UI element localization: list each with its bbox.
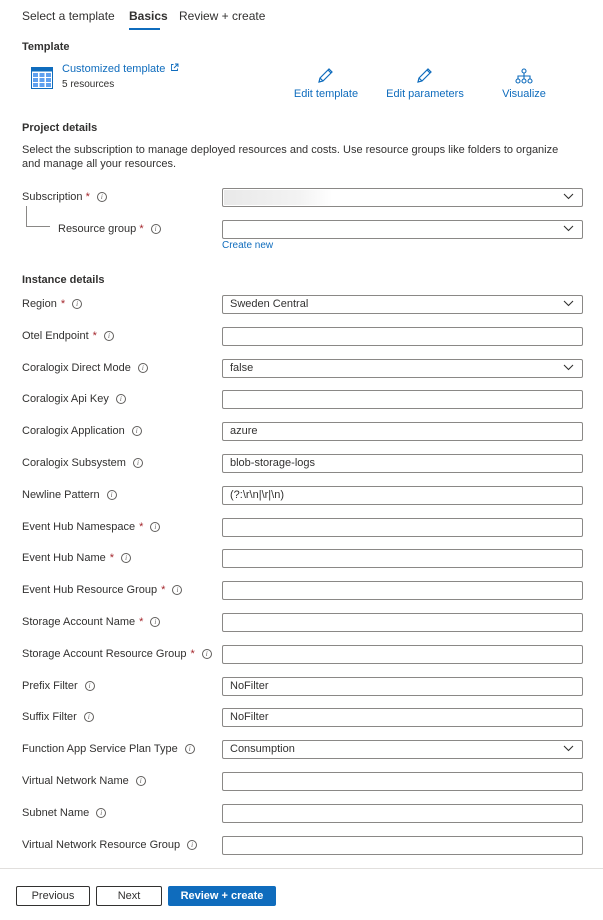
field-label: [22, 552, 131, 564]
field-label: [22, 839, 197, 851]
review-create-button[interactable]: Review + create: [168, 886, 276, 906]
info-icon[interactable]: i: [187, 840, 197, 850]
field-label-text: Region: [22, 298, 57, 310]
info-icon[interactable]: i: [150, 522, 160, 532]
field-label: [22, 775, 146, 787]
visualize-button[interactable]: [479, 68, 569, 100]
edit-parameters-label: Edit parameters: [386, 88, 464, 100]
tree-connector: [26, 206, 27, 226]
field-label: [22, 584, 182, 596]
field-input[interactable]: [222, 708, 583, 727]
edit-parameters-button[interactable]: [380, 68, 470, 100]
info-icon[interactable]: i: [136, 776, 146, 786]
info-icon[interactable]: i: [150, 617, 160, 627]
field-input[interactable]: [222, 486, 583, 505]
project-description: Select the subscription to manage deployed resources and costs. Use resource groups like folders to organize and manage all your resources.: [22, 144, 559, 170]
required-marker: *: [190, 648, 195, 660]
hierarchy-icon: [515, 68, 533, 84]
tab-review-create[interactable]: Review + create: [179, 9, 266, 23]
grid-template-icon: [31, 67, 53, 89]
field-label-text: Suffix Filter: [22, 711, 77, 723]
field-value: NoFilter: [230, 711, 269, 723]
field-label-text: Prefix Filter: [22, 680, 78, 692]
info-icon[interactable]: i: [116, 394, 126, 404]
field-label: [22, 298, 82, 310]
field-dropdown[interactable]: [222, 359, 583, 378]
chevron-down-icon: [563, 225, 574, 232]
pencil-icon: [416, 68, 434, 84]
field-label-text: Coralogix Api Key: [22, 393, 109, 405]
field-input[interactable]: [222, 836, 583, 855]
field-label-text: Virtual Network Resource Group: [22, 839, 181, 851]
field-label-text: Event Hub Resource Group: [22, 584, 158, 596]
subscription-value-redacted: [224, 190, 332, 205]
info-icon[interactable]: i: [104, 331, 114, 341]
field-label: [22, 521, 160, 533]
field-input[interactable]: [222, 645, 583, 664]
chevron-down-icon: [563, 300, 574, 307]
field-value: azure: [230, 425, 258, 437]
field-label-text: Newline Pattern: [22, 489, 100, 501]
external-link-icon: [170, 63, 179, 72]
resource-group-label: [58, 223, 161, 235]
info-icon[interactable]: i: [97, 192, 107, 202]
footer-divider: [0, 868, 603, 869]
chevron-down-icon: [563, 364, 574, 371]
resource-group-dropdown[interactable]: [222, 220, 583, 239]
wizard-tabs: [0, 0, 603, 34]
next-button[interactable]: Next: [96, 886, 162, 906]
info-icon[interactable]: i: [96, 808, 106, 818]
field-label: [22, 425, 142, 437]
info-icon[interactable]: i: [107, 490, 117, 500]
chevron-down-icon: [563, 193, 574, 200]
field-label-text: Event Hub Name: [22, 552, 106, 564]
template-link-row: [62, 63, 179, 75]
field-label: [22, 362, 148, 374]
field-input[interactable]: [222, 677, 583, 696]
field-input[interactable]: [222, 454, 583, 473]
field-input[interactable]: [222, 390, 583, 409]
subscription-dropdown[interactable]: [222, 188, 583, 207]
field-dropdown[interactable]: [222, 295, 583, 314]
chevron-down-icon: [563, 745, 574, 752]
field-input[interactable]: [222, 804, 583, 823]
field-label: [22, 807, 106, 819]
subscription-label-text: Subscription: [22, 191, 83, 203]
visualize-label: Visualize: [502, 88, 546, 100]
field-input[interactable]: [222, 772, 583, 791]
field-label: [22, 489, 117, 501]
tab-basics[interactable]: Basics: [129, 9, 168, 23]
required-marker: *: [85, 191, 90, 203]
required-marker: *: [139, 521, 144, 533]
info-icon[interactable]: i: [133, 458, 143, 468]
required-marker: *: [139, 616, 144, 628]
template-resource-count: 5 resources: [62, 79, 115, 90]
project-details-heading: Project details: [22, 122, 98, 134]
info-icon[interactable]: i: [138, 363, 148, 373]
previous-button[interactable]: Previous: [16, 886, 90, 906]
field-value: blob-storage-logs: [230, 457, 315, 469]
field-label-text: Function App Service Plan Type: [22, 743, 178, 755]
required-marker: *: [161, 584, 166, 596]
field-label-text: Virtual Network Name: [22, 775, 129, 787]
field-input[interactable]: [222, 422, 583, 441]
active-tab-indicator: [129, 28, 160, 30]
info-icon[interactable]: i: [172, 585, 182, 595]
required-marker: *: [92, 330, 97, 342]
field-label-text: Subnet Name: [22, 807, 90, 819]
field-label-text: Event Hub Namespace: [22, 521, 136, 533]
info-icon[interactable]: i: [121, 553, 131, 563]
field-label-text: Storage Account Name: [22, 616, 136, 628]
info-icon[interactable]: i: [202, 649, 212, 659]
customized-template-link[interactable]: Customized template: [62, 63, 166, 75]
field-label-text: Coralogix Direct Mode: [22, 362, 131, 374]
field-label-text: Coralogix Subsystem: [22, 457, 126, 469]
tree-connector: [26, 226, 50, 227]
field-input[interactable]: [222, 613, 583, 632]
required-marker: *: [139, 223, 144, 235]
field-label: [22, 680, 95, 692]
edit-template-button[interactable]: [281, 68, 371, 100]
resource-group-label-text: Resource group: [58, 223, 137, 235]
template-heading: Template: [22, 41, 70, 53]
field-value: Sweden Central: [230, 298, 309, 310]
info-icon[interactable]: i: [185, 744, 195, 754]
tab-select-template[interactable]: Select a template: [22, 9, 115, 23]
field-value: false: [230, 362, 254, 374]
field-input[interactable]: [222, 581, 583, 600]
field-label-text: Coralogix Application: [22, 425, 125, 437]
subscription-label: [22, 191, 107, 203]
info-icon[interactable]: i: [72, 299, 82, 309]
field-label-text: Otel Endpoint: [22, 330, 89, 342]
instance-details-heading: Instance details: [22, 274, 105, 286]
field-value: Consumption: [230, 743, 295, 755]
field-label: [22, 743, 195, 755]
field-label: [22, 330, 114, 342]
field-value: (?:\r\n|\r|\n): [230, 489, 285, 501]
info-icon[interactable]: i: [85, 681, 95, 691]
info-icon[interactable]: i: [151, 224, 161, 234]
field-label: [22, 648, 212, 660]
field-label: [22, 616, 160, 628]
field-input[interactable]: [222, 327, 583, 346]
field-label: [22, 393, 126, 405]
pencil-icon: [317, 68, 335, 84]
field-value: NoFilter: [230, 680, 269, 692]
field-input[interactable]: [222, 549, 583, 568]
edit-template-label: Edit template: [293, 88, 359, 100]
required-marker: *: [60, 298, 66, 310]
field-label: [22, 711, 94, 723]
create-new-link[interactable]: Create new: [222, 240, 274, 251]
field-dropdown[interactable]: [222, 740, 583, 759]
info-icon[interactable]: i: [132, 426, 142, 436]
required-marker: *: [109, 552, 115, 564]
info-icon[interactable]: i: [84, 712, 94, 722]
field-label: [22, 457, 143, 469]
field-label-text: Storage Account Resource Group: [22, 648, 187, 660]
field-input[interactable]: [222, 518, 583, 537]
